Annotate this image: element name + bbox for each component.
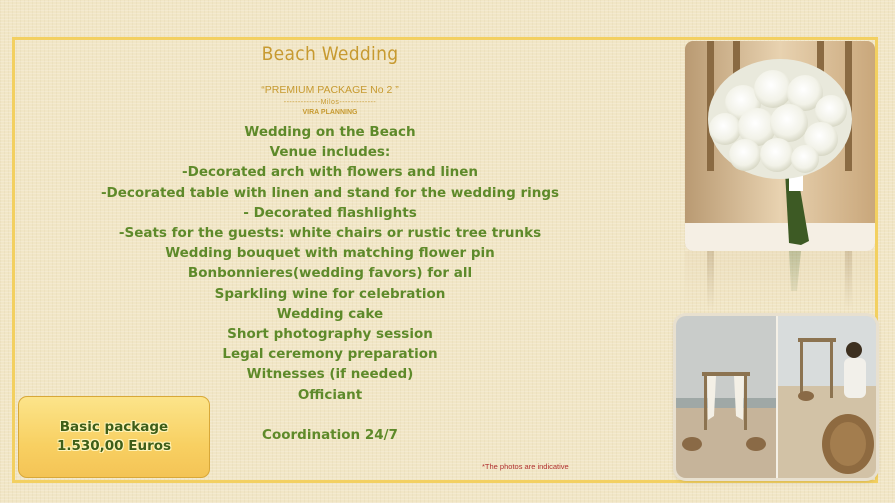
- list-item: -Decorated arch with flowers and linen: [182, 164, 478, 181]
- price-box: [18, 396, 210, 478]
- list-item: Wedding bouquet with matching flower pin: [165, 245, 495, 262]
- planner-label: VIRA PLANNING: [302, 109, 358, 116]
- list-item: Witnesses (if needed): [246, 366, 414, 383]
- package-price: 1.530,00 Euros: [56, 438, 172, 454]
- beach-ceremony-photo: [676, 316, 876, 478]
- page-title: Beach Wedding: [261, 43, 399, 65]
- list-item: Wedding on the Beach: [244, 124, 416, 140]
- list-item: Legal ceremony preparation: [222, 346, 438, 363]
- list-item: -Seats for the guests: white chairs or rustic tree trunks: [118, 225, 542, 242]
- location-label: -------------Milos-------------: [283, 99, 377, 106]
- list-item: Short photography session: [227, 326, 433, 343]
- photos-disclaimer: *The photos are indicative: [482, 462, 569, 471]
- list-item: Bonbonnieres(wedding favors) for all: [187, 265, 473, 282]
- bouquet-photo: [685, 41, 875, 251]
- package-label: Basic package: [59, 419, 169, 435]
- list-item: Officiant: [297, 386, 363, 403]
- list-item: -Decorated table with linen and stand for the wedding rings: [100, 184, 560, 201]
- list-item: Venue includes:: [269, 144, 391, 161]
- bouquet-reflection: [685, 251, 875, 311]
- list-item: - Decorated flashlights: [243, 204, 417, 221]
- package-subtitle: “PREMIUM PACKAGE No 2 ”: [261, 84, 399, 96]
- list-item: Coordination 24/7: [262, 427, 398, 444]
- list-item: Sparkling wine for celebration: [214, 285, 446, 302]
- list-item: Wedding cake: [276, 305, 384, 322]
